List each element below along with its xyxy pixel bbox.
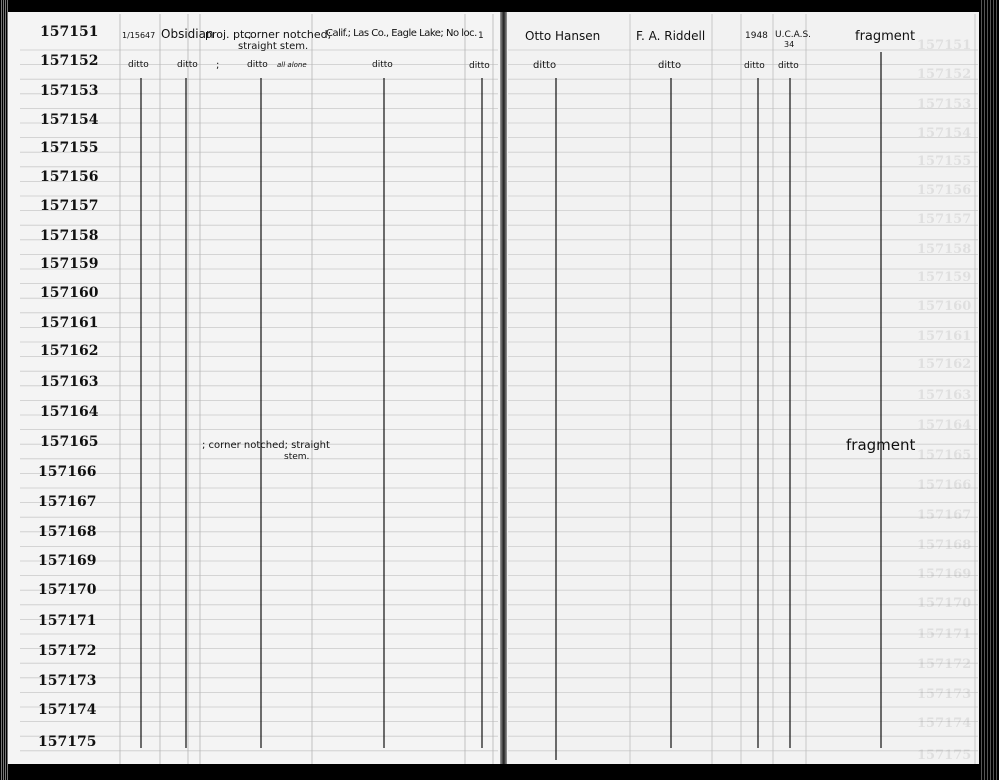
bleed-through-number: 157169 [917, 567, 972, 582]
ditto-mark-accession: ditto [128, 60, 149, 70]
catalog-number: 157155 [40, 140, 99, 156]
bleed-through-number: 157160 [917, 299, 972, 314]
catalog-number: 157165 [40, 434, 99, 450]
catalog-number: 157151 [40, 24, 99, 40]
bleed-through-number: 157154 [917, 126, 972, 141]
catalog-number: 157156 [40, 169, 99, 185]
remarks-entry: fragment [855, 29, 916, 44]
ditto-mark-donor: ditto [658, 60, 682, 71]
catalog-number: 157168 [38, 524, 97, 540]
description-entry: corner notched; [244, 28, 332, 41]
ditto-mark-count: ditto [469, 61, 490, 71]
catalog-number: 157170 [38, 582, 97, 598]
bleed-through-number: 157164 [917, 418, 972, 433]
bleed-through-number: 157175 [917, 748, 972, 763]
catalog-number: 157171 [38, 613, 97, 629]
bleed-through-number: 157170 [917, 596, 972, 611]
ditto-mark-object: ; [216, 60, 220, 71]
catalog-number: 157166 [38, 464, 97, 480]
bleed-through-number: 157156 [917, 183, 972, 198]
ditto-mark-locality: ditto [372, 60, 393, 70]
description-entry-line-2: straight stem. [238, 41, 309, 52]
description-entry-157165-line-2: stem. [284, 452, 310, 462]
collector-entry: Otto Hansen [525, 29, 601, 43]
ditto-mark-collector: ditto [533, 60, 557, 71]
bleed-through-number: 157157 [917, 212, 972, 227]
ditto-mark-material: ditto [177, 60, 198, 70]
year-entry: 1948 [745, 31, 768, 41]
bleed-through-number: 157161 [917, 329, 972, 344]
catalog-number: 157158 [40, 228, 99, 244]
catalog-number: 157167 [38, 494, 97, 510]
catalog-number: 157152 [40, 53, 99, 69]
bleed-through-number: 157165 [917, 448, 972, 463]
catalog-number: 157174 [38, 702, 97, 718]
bleed-through-number: 157171 [917, 627, 972, 642]
object-entry: proj. pt.; [205, 28, 252, 41]
bleed-through-number: 157158 [917, 242, 972, 257]
catalog-number: 157160 [40, 285, 99, 301]
bleed-through-number: 157166 [917, 478, 972, 493]
catalog-number: 157162 [40, 343, 99, 359]
catalog-number: 157159 [40, 256, 99, 272]
ditto-note: all alone [277, 61, 307, 69]
count-entry: 1 [478, 31, 484, 41]
remarks-entry-157165: fragment [846, 436, 916, 454]
catalog-number: 157173 [38, 673, 97, 689]
catalog-number: 157164 [40, 404, 99, 420]
catalog-number: 157161 [40, 315, 99, 331]
catalog-number: 157163 [40, 374, 99, 390]
bleed-through-number: 157167 [917, 508, 972, 523]
catalog-number: 157169 [38, 553, 97, 569]
catalog-number: 157157 [40, 198, 99, 214]
material-entry: Obsidian [161, 27, 214, 41]
bleed-through-number: 157174 [917, 716, 972, 731]
bleed-through-number: 157152 [917, 67, 972, 82]
catalog-number: 157153 [40, 83, 99, 99]
bleed-through-number: 157159 [917, 270, 972, 285]
catalog-number: 157172 [38, 643, 97, 659]
source-entry-line-2: 34 [784, 40, 795, 49]
bleed-through-number: 157155 [917, 154, 972, 169]
ditto-mark-source: ditto [778, 61, 799, 71]
bleed-through-number: 157153 [917, 97, 972, 112]
source-entry: U.C.A.S. [775, 30, 812, 40]
bleed-through-number: 157168 [917, 538, 972, 553]
ditto-mark-description: ditto [247, 60, 268, 70]
catalog-number: 157175 [38, 734, 97, 750]
bleed-through-number: 157151 [917, 38, 972, 53]
bleed-through-number: 157172 [917, 657, 972, 672]
locality-entry: Calif.; Las Co., Eagle Lake; No loc. [326, 28, 477, 39]
description-entry-157165: ; corner notched; straight [202, 440, 330, 451]
accession-number: 1/15647 [122, 31, 156, 40]
bleed-through-number: 157163 [917, 388, 972, 403]
ditto-mark-year: ditto [744, 61, 765, 71]
donor-entry: F. A. Riddell [636, 29, 706, 43]
bleed-through-number: 157162 [917, 357, 972, 372]
bleed-through-number: 157173 [917, 687, 972, 702]
catalog-number: 157154 [40, 112, 99, 128]
